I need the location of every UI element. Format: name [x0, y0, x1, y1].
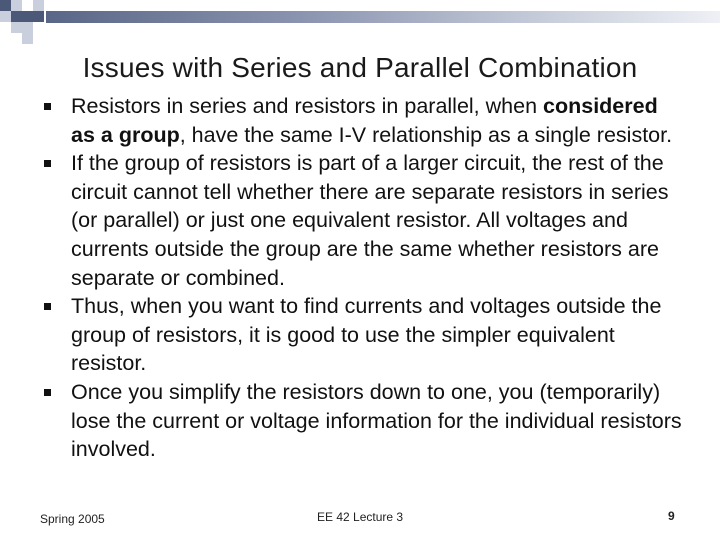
slide-title: Issues with Series and Parallel Combination	[82, 52, 638, 83]
decor-square	[33, 11, 44, 22]
bullet-list	[42, 92, 682, 464]
decor-square	[22, 33, 33, 44]
list-item	[42, 378, 682, 464]
page-number: 9	[668, 509, 675, 523]
decor-square	[11, 0, 22, 11]
list-item	[42, 149, 682, 292]
bullet-text: Thus, when you want to find currents and voltages outside the group of resistors, it is good to use the simpler equivalent resistor.	[71, 294, 662, 376]
bullet-text	[71, 94, 672, 147]
decor-square	[33, 0, 44, 11]
decor-square	[11, 11, 22, 22]
bullet-square-icon	[44, 389, 51, 396]
bullet-text: Once you simplify the resistors down to one, you (temporarily) lose the current or voltage information for the individual resistors involved.	[71, 379, 682, 462]
decor-square	[22, 22, 33, 33]
bullet-text-part: , have the same I-V relationship as a single resistor.	[179, 122, 673, 147]
bullet-square-icon	[44, 160, 51, 167]
decor-square	[0, 11, 11, 22]
list-item	[42, 92, 682, 149]
list-item	[42, 292, 682, 378]
decor-square	[0, 0, 11, 11]
decor-square	[11, 22, 22, 33]
bullet-square-icon	[44, 103, 51, 110]
footer-course: EE 42 Lecture 3	[317, 510, 404, 524]
footer-date: Spring 2005	[40, 512, 105, 526]
bullet-square-icon	[44, 303, 51, 310]
decor-square	[22, 11, 33, 22]
bullet-text-bold: considered as a group	[71, 94, 658, 147]
bullet-text: If the group of resistors is part of a larger circuit, the rest of the circuit cannot tell whether there are separate resistors in series (or parallel) or just one equivalent resistor. All voltages and currents outside the group are the same whether resistors are separate or combined.	[71, 151, 669, 290]
bullet-text-part: Resistors in series and resistors in parallel, when	[71, 94, 544, 118]
header-gradient-bar	[46, 11, 720, 23]
